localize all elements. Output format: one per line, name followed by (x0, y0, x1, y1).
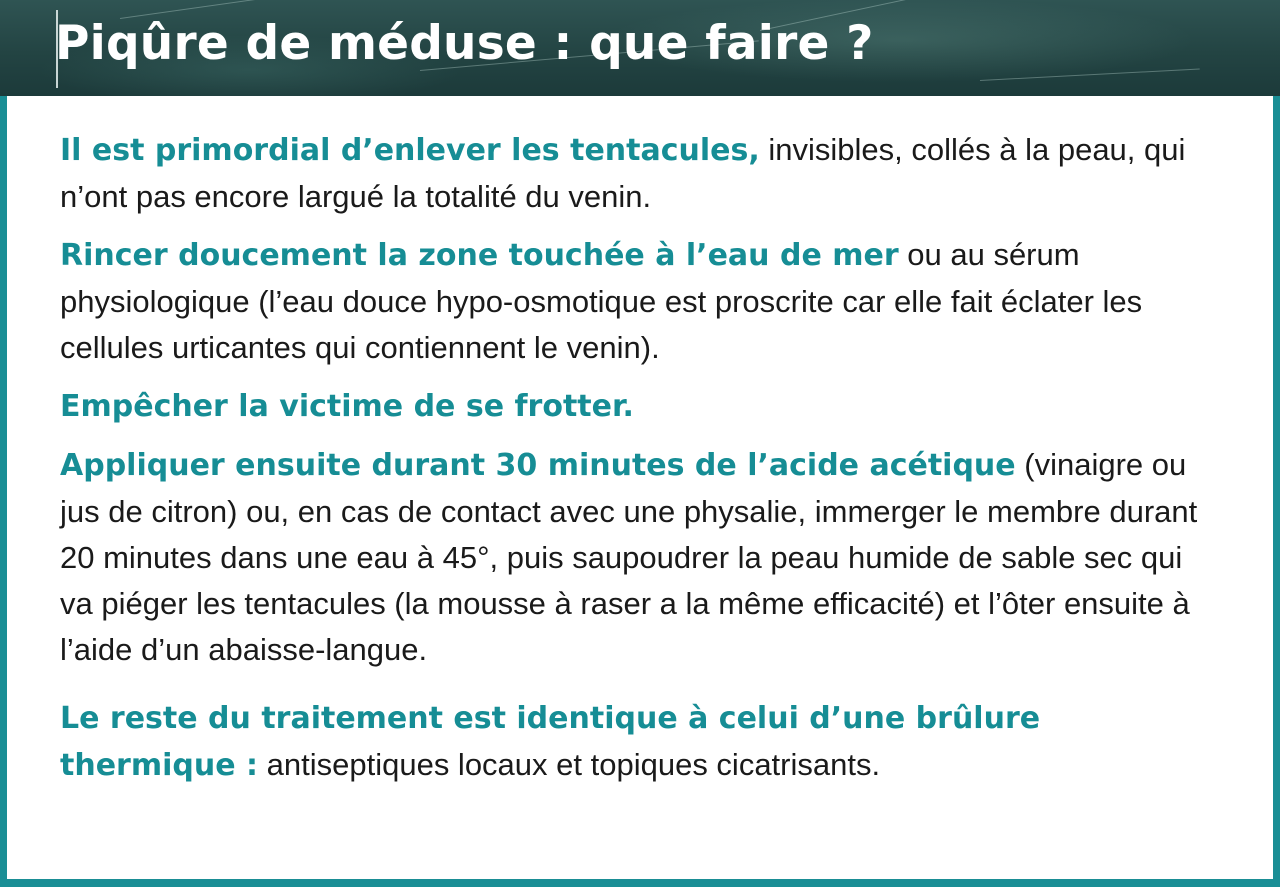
paragraph-highlight: Empêcher la victime de se frotter. (60, 389, 634, 424)
paragraph-text: invisibles, collés à la peau, qui n’ont pas encore largué la totalité du venin. (60, 132, 1186, 214)
paragraph-no-rubbing (60, 383, 1210, 430)
paragraph-acetic-acid (60, 442, 1210, 673)
paragraph-text: antiseptiques locaux et topiques cicatrisants. (258, 747, 881, 782)
content-body (60, 127, 1210, 801)
paragraph-text: ou au sérum physiologique (l’eau douce hypo-osmotique est proscrite car elle fait éclater les cellules urticantes qui contiennent le venin). (60, 237, 1143, 365)
paragraph-highlight: Il est primordial d’enlever les tentacules, (60, 133, 760, 168)
paragraph-tentacles (60, 127, 1210, 220)
paragraph-highlight: Appliquer ensuite durant 30 minutes de l’acide acétique (60, 448, 1016, 483)
page-title: Piqûre de méduse : que faire ? (55, 16, 874, 71)
paragraph-treatment (60, 695, 1210, 789)
paragraph-text: (vinaigre ou jus de citron) ou, en cas de contact avec une physalie, immerger le membre durant 20 minutes dans une eau à 45°, puis saupoudrer la peau humide de sable sec qui va piéger les tentacules (la mousse à raser a la même efficacité) et l’ôter ensuite à l’aide d’un abaisse-langue. (60, 447, 1198, 667)
paragraph-highlight: Rincer doucement la zone touchée à l’eau de mer (60, 238, 899, 273)
header-banner (0, 0, 1280, 96)
paragraph-rinse (60, 232, 1210, 371)
paragraph-highlight: Le reste du traitement est identique à celui d’une brûlure thermique : (60, 701, 1041, 783)
